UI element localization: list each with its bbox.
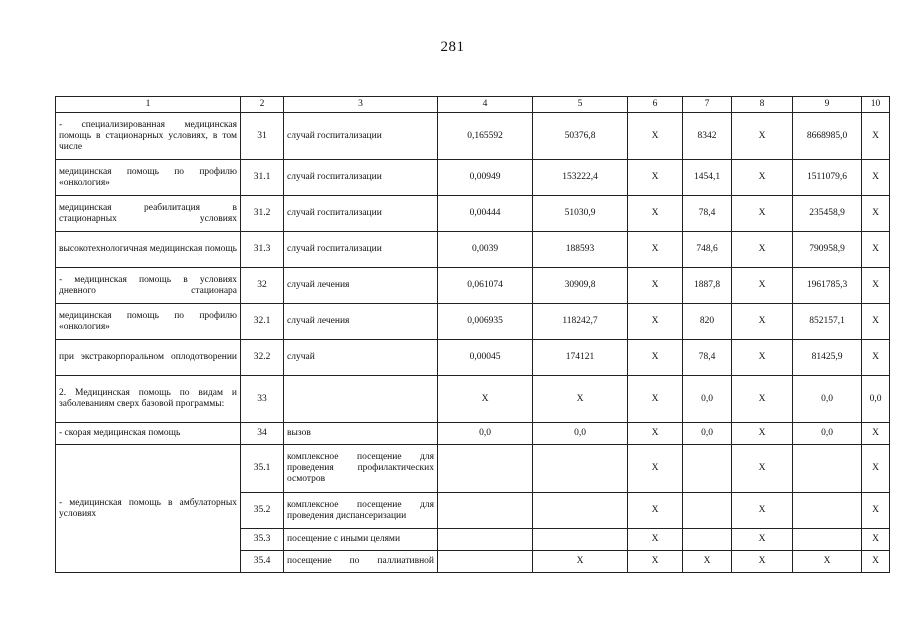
page-number: 281 (440, 39, 465, 55)
row-col8: X (732, 268, 793, 304)
row-col9: 1511079,6 (793, 160, 862, 196)
row-col6: X (628, 113, 683, 160)
row-unit: вызов (284, 423, 438, 445)
row-number: 31.1 (241, 160, 284, 196)
row-col4: 0,0 (438, 423, 533, 445)
row-col5: X (533, 551, 628, 573)
row-col8: X (732, 493, 793, 529)
row-col9: 790958,9 (793, 232, 862, 268)
table-row (56, 268, 890, 304)
row-col9: X (793, 551, 862, 573)
table-row (56, 376, 890, 423)
row-col5: 50376,8 (533, 113, 628, 160)
header-cell: 10 (862, 97, 890, 113)
table-row (56, 340, 890, 376)
row-unit: комплексное посещение для проведения диспансеризации (284, 493, 438, 529)
header-cell: 7 (683, 97, 732, 113)
row-unit: случай лечения (284, 304, 438, 340)
row-col8: X (732, 445, 793, 493)
row-col4: 0,061074 (438, 268, 533, 304)
row-col6: X (628, 493, 683, 529)
row-name: 2. Медицинская помощь по видам и заболеваниям сверх базовой программы: (56, 376, 241, 423)
row-col8: X (732, 340, 793, 376)
row-number: 35.1 (241, 445, 284, 493)
header-cell: 8 (732, 97, 793, 113)
row-unit: комплексное посещение для проведения профилактических осмотров (284, 445, 438, 493)
row-col6: X (628, 445, 683, 493)
row-name: высокотехнологичная медицинская помощь (56, 232, 241, 268)
row-col9: 235458,9 (793, 196, 862, 232)
row-col7: 0,0 (683, 423, 732, 445)
row-col8: X (732, 376, 793, 423)
row-col9: 852157,1 (793, 304, 862, 340)
row-col6: X (628, 340, 683, 376)
row-col10: X (862, 113, 890, 160)
row-col10: X (862, 445, 890, 493)
row-unit: посещение с иными целями (284, 529, 438, 551)
row-col4: 0,0039 (438, 232, 533, 268)
row-col10: X (862, 268, 890, 304)
row-number: 32 (241, 268, 284, 304)
row-col4: 0,00045 (438, 340, 533, 376)
row-col8: X (732, 423, 793, 445)
row-col9: 0,0 (793, 423, 862, 445)
row-unit: случай лечения (284, 268, 438, 304)
row-col5: 51030,9 (533, 196, 628, 232)
row-col6: X (628, 232, 683, 268)
row-name: при экстракорпоральном оплодотворении (56, 340, 241, 376)
row-unit: случай госпитализации (284, 232, 438, 268)
row-name: медицинская помощь по профилю «онкология» (56, 160, 241, 196)
row-col4 (438, 551, 533, 573)
header-cell: 9 (793, 97, 862, 113)
row-col5 (533, 445, 628, 493)
row-number: 35.3 (241, 529, 284, 551)
row-col4: 0,00444 (438, 196, 533, 232)
row-number: 35.2 (241, 493, 284, 529)
group-name: - медицинская помощь в амбулаторных условиях (56, 445, 241, 573)
row-col5: 118242,7 (533, 304, 628, 340)
row-unit: случай госпитализации (284, 113, 438, 160)
header-cell: 3 (284, 97, 438, 113)
row-unit: случай (284, 340, 438, 376)
row-unit: случай госпитализации (284, 196, 438, 232)
row-number: 31.3 (241, 232, 284, 268)
row-col9 (793, 445, 862, 493)
row-col5 (533, 493, 628, 529)
row-col9: 1961785,3 (793, 268, 862, 304)
row-col8: X (732, 232, 793, 268)
row-col8: X (732, 196, 793, 232)
row-col9: 0,0 (793, 376, 862, 423)
row-col5: 153222,4 (533, 160, 628, 196)
header-cell: 1 (56, 97, 241, 113)
row-number: 34 (241, 423, 284, 445)
table-row (56, 113, 890, 160)
row-col5: 0,0 (533, 423, 628, 445)
row-col9: 8668985,0 (793, 113, 862, 160)
row-col7: 8342 (683, 113, 732, 160)
row-unit: посещение по паллиативной (284, 551, 438, 573)
row-col8: X (732, 551, 793, 573)
row-col6: X (628, 196, 683, 232)
table-row (56, 304, 890, 340)
row-col8: X (732, 113, 793, 160)
row-unit (284, 376, 438, 423)
row-col7 (683, 529, 732, 551)
header-cell: 4 (438, 97, 533, 113)
row-col10: X (862, 160, 890, 196)
row-col10: X (862, 551, 890, 573)
row-col10: X (862, 423, 890, 445)
row-col6: X (628, 423, 683, 445)
table-row (56, 160, 890, 196)
row-col4: 0,165592 (438, 113, 533, 160)
header-cell: 2 (241, 97, 284, 113)
row-col4: 0,00949 (438, 160, 533, 196)
row-number: 35.4 (241, 551, 284, 573)
data-table (55, 96, 890, 573)
row-name: медицинская помощь по профилю «онкология» (56, 304, 241, 340)
row-name: - специализированная медицинская помощь в стационарных условиях, в том числе (56, 113, 241, 160)
row-number: 33 (241, 376, 284, 423)
row-col8: X (732, 529, 793, 551)
row-col10: X (862, 340, 890, 376)
row-col7 (683, 493, 732, 529)
row-col5: X (533, 376, 628, 423)
row-col9: 81425,9 (793, 340, 862, 376)
row-col5: 174121 (533, 340, 628, 376)
row-name: - медицинская помощь в условиях дневного стационара (56, 268, 241, 304)
row-number: 31 (241, 113, 284, 160)
row-col5: 188593 (533, 232, 628, 268)
row-unit: случай госпитализации (284, 160, 438, 196)
row-col4: X (438, 376, 533, 423)
row-number: 32.1 (241, 304, 284, 340)
row-col7: 78,4 (683, 196, 732, 232)
row-number: 32.2 (241, 340, 284, 376)
row-col4: 0,006935 (438, 304, 533, 340)
row-col10: 0,0 (862, 376, 890, 423)
header-row (56, 97, 890, 113)
table-row (56, 232, 890, 268)
row-col5 (533, 529, 628, 551)
row-col8: X (732, 304, 793, 340)
row-col6: X (628, 268, 683, 304)
row-col7: 78,4 (683, 340, 732, 376)
header-cell: 5 (533, 97, 628, 113)
row-col7: 0,0 (683, 376, 732, 423)
row-col6: X (628, 376, 683, 423)
row-col10: X (862, 529, 890, 551)
row-col7: 1454,1 (683, 160, 732, 196)
row-col7 (683, 445, 732, 493)
row-col6: X (628, 529, 683, 551)
row-name: медицинская реабилитация в стационарных условиях (56, 196, 241, 232)
row-col8: X (732, 160, 793, 196)
row-col10: X (862, 304, 890, 340)
row-col9 (793, 493, 862, 529)
row-col4 (438, 493, 533, 529)
row-col4 (438, 529, 533, 551)
row-col6: X (628, 304, 683, 340)
header-cell: 6 (628, 97, 683, 113)
table-row (56, 445, 890, 493)
row-col5: 30909,8 (533, 268, 628, 304)
row-col9 (793, 529, 862, 551)
row-name: - скорая медицинская помощь (56, 423, 241, 445)
row-col10: X (862, 493, 890, 529)
row-col7: X (683, 551, 732, 573)
row-col10: X (862, 232, 890, 268)
row-col7: 748,6 (683, 232, 732, 268)
table-row (56, 196, 890, 232)
row-col6: X (628, 551, 683, 573)
row-col6: X (628, 160, 683, 196)
row-col7: 1887,8 (683, 268, 732, 304)
row-col10: X (862, 196, 890, 232)
row-number: 31.2 (241, 196, 284, 232)
row-col7: 820 (683, 304, 732, 340)
table-row (56, 423, 890, 445)
row-col4 (438, 445, 533, 493)
